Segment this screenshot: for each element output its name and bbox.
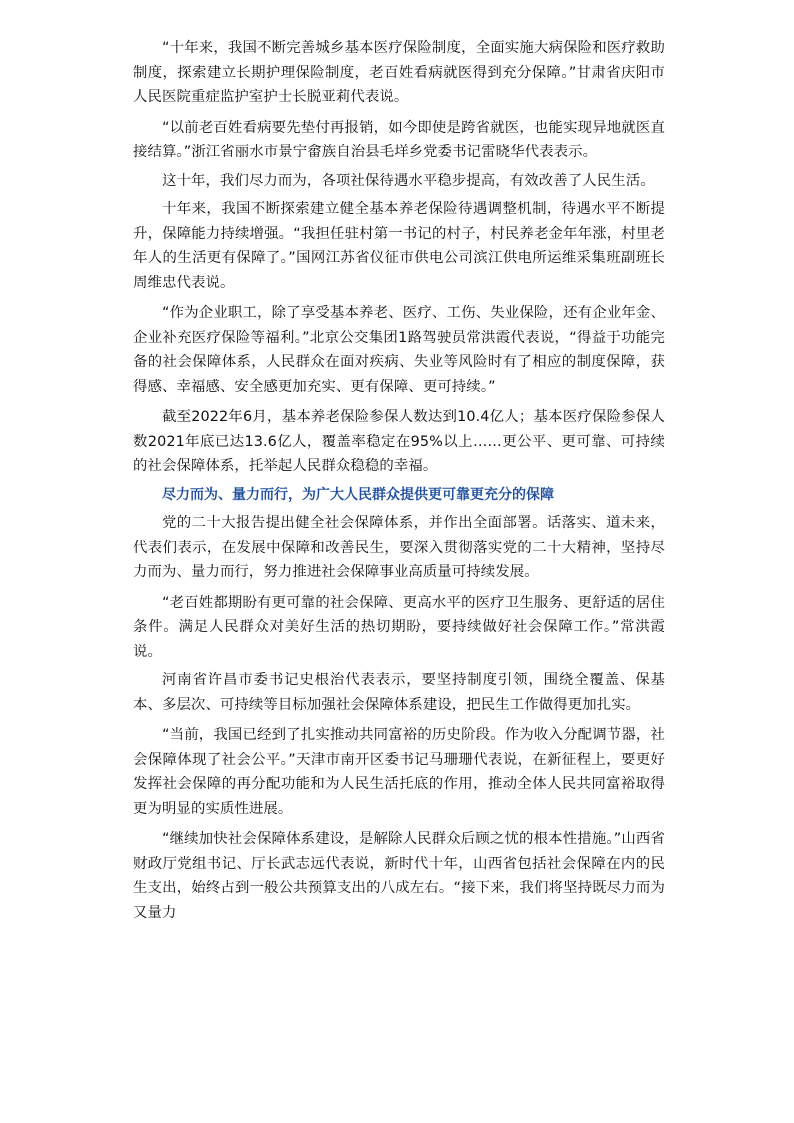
paragraph: 截至2022年6月，基本养老保险参保人数达到10.4亿人；基本医疗保险参保人数2021年底已达13.6亿人，覆盖率稳定在95%以上……更公平、更可靠、可持续的社会保障体系，托举起人民群众稳稳的幸福。 <box>133 409 665 474</box>
paragraph: “继续加快社会保障体系建设，是解除人民群众后顾之忧的根本性措施。”山西省财政厅党组书记、厅长武志远代表说，新时代十年，山西省包括社会保障在内的民生支出，始终占到一般公共预算支出的八成左右。“接下来，我们将坚持既尽力而为又量力 <box>133 831 665 921</box>
paragraph: 这十年，我们尽力而为，各项社保待遇水平稳步提高，有效改善了人民生活。 <box>162 172 655 189</box>
paragraph: “老百姓都期盼有更可靠的社会保障、更高水平的医疗卫生服务、更舒适的居住条件。满足人民群众对美好生活的热切期盼，要持续做好社会保障工作。”常洪霞说。 <box>133 594 665 660</box>
paragraph: 河南省许昌市委书记史根治代表表示，要坚持制度引领，围绕全覆盖、保基本、多层次、可持续等目标加强社会保障体系建设，把民生工作做得更加扎实。 <box>133 672 665 713</box>
section-heading: 尽力而为、量力而行，为广大人民群众提供更可靠更充分的保障 <box>162 486 554 503</box>
paragraph: “当前，我国已经到了扎实推动共同富裕的历史阶段。作为收入分配调节器，社会保障体现了社会公平。”天津市南开区委书记马珊珊代表说，在新征程上，要更好发挥社会保障的再分配功能和为人民生活托底的作用，推动全体人民共同富裕取得更为明显的实质性进展。 <box>133 727 665 817</box>
paragraph: “作为企业职工，除了享受基本养老、医疗、工伤、失业保险，还有企业年金、企业补充医疗保险等福利。”北京公交集团1路驾驶员常洪霞代表说，“得益于功能完备的社会保障体系，人民群众在面对疾病、失业等风险时有了相应的制度保障，获得感、幸福感、安全感更加充实、更有保障、更可持续。” <box>133 305 665 395</box>
paragraph: “十年来，我国不断完善城乡基本医疗保险制度，全面实施大病保险和医疗救助制度，探索建立长期护理保险制度，老百姓看病就医得到充分保障。”甘肃省庆阳市人民医院重症监护室护士长脱亚莉代表说。 <box>133 40 665 105</box>
article-body <box>133 36 665 925</box>
paragraph: 党的二十大报告提出健全社会保障体系，并作出全面部署。话落实、道未来，代表们表示，在发展中保障和改善民生，要深入贯彻落实党的二十大精神，坚持尽力而为、量力而行，努力推进社会保障事业高质量可持续发展。 <box>133 515 665 580</box>
paragraph: 十年来，我国不断探索建立健全基本养老保险待遇调整机制，待遇水平不断提升，保障能力持续增强。“我担任驻村第一书记的村子，村民养老金年年涨，村里老年人的生活更有保障了。”国网江苏省仪征市供电公司滨江供电所运维采集班副班长周维忠代表说。 <box>133 201 665 291</box>
paragraph: “以前老百姓看病要先垫付再报销，如今即使是跨省就医，也能实现异地就医直接结算。”浙江省丽水市景宁畲族自治县毛垟乡党委书记雷晓华代表表示。 <box>133 119 665 160</box>
